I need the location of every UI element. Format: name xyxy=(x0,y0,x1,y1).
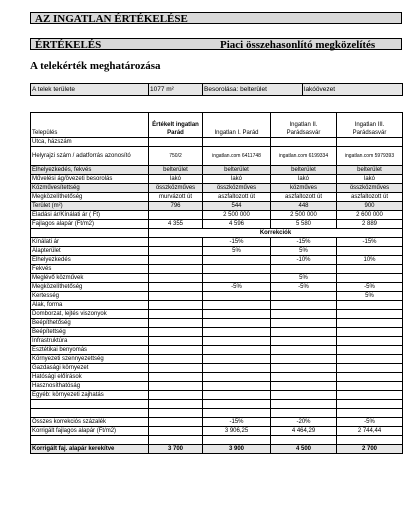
correction-label: Esztétikai benyomás xyxy=(31,346,149,355)
correction-label: Egyéb: környezeti zajhatás xyxy=(31,391,149,400)
correction-value xyxy=(271,373,337,382)
correction-label: Megközelíthetőség xyxy=(31,283,149,292)
correction-value xyxy=(337,355,403,364)
plot-area-value: 1077 m² xyxy=(149,84,203,96)
correction-value: 5% xyxy=(203,247,271,256)
correction-label: Kertesség xyxy=(31,292,149,301)
row-label-utilities: Közművesítettség xyxy=(31,184,149,193)
correction-value xyxy=(337,328,403,337)
correction-label: Alak, forma xyxy=(31,301,149,310)
correction-value: -15% xyxy=(337,238,403,247)
correction-value xyxy=(337,382,403,391)
correction-label: Meglévő közművek xyxy=(31,274,149,283)
row-label-land-use: Művelési ág/övezeti besorolás xyxy=(31,175,149,184)
correction-label: Gazdasági környezet xyxy=(31,364,149,373)
col-header-subject: Értékelt ingatlan Parád xyxy=(149,113,203,138)
classification: Besorolása: belterület xyxy=(203,84,303,96)
plot-area-label: A telek területe xyxy=(31,84,149,96)
correction-value xyxy=(203,337,271,346)
correction-value: -15% xyxy=(271,238,337,247)
correction-label: Elhelyezkedés xyxy=(31,256,149,265)
correction-value xyxy=(337,301,403,310)
row-label-unit-price: Fajlagos alapár (Ft/m2) xyxy=(31,220,149,229)
correction-row xyxy=(31,364,403,373)
correction-value xyxy=(203,301,271,310)
correction-value xyxy=(203,391,271,400)
correction-value xyxy=(271,364,337,373)
correction-label: Infrastruktúra xyxy=(31,337,149,346)
correction-value xyxy=(337,274,403,283)
col-header-comp1: Ingatlan I. Parád xyxy=(203,113,271,138)
correction-row xyxy=(31,328,403,337)
col-header-comp3: Ingatlan III. Parádsasvár xyxy=(337,113,403,138)
section-title: A telekérték meghatározása xyxy=(30,60,161,72)
correction-row xyxy=(31,319,403,328)
comparison-table: Település Értékelt ingatlan Parád Ingatlan I. Parád Ingatlan II. Parádsasvár Ingatlan III. Parádsasvár Utca, házszám Helyrajzi szám / adatforrás azonosító 750/2 ingatlan.com 6411748 ingatlan.com 6199334 ingatlan.com 5979393 Elhelyezkedés, fekvés belterület belterület belterület belterület Művelési ág/övezeti besorolás lakó lakó lakó lakó Közművesítettség összközműves összközműves közműves összközműves Megközelíthetőség murvázott út aszfaltozott út aszfaltozott út aszfaltozott út Terület (m²) 796 544 448 900 Eladási ár/Kínálati ár ( Ft) 2 500 000 2 500 000 2 600 000 Fajlagos alapár (Ft/m2) 4 355 4 596 5 580 2 889 Korrekciók Kínálati ár -15% -15% -15% Alapterület 5% 5% Elhelyezkedés -10% 10% Fekvés Meglévő közművek 5% Megközelíthetőség -5% -5% -5% Kertesség 5% Alak, forma Domborzat, lejtés viszonyok Beépíthetőség Beépítettség Infrastruktúra Esztétikai benyomás Környezeti szennyezettség Gazdasági környezet Hatósági előírások Hasznosíthatóság Egyéb: környezeti zajhatás Összes korrekciós százalék -15% -20% -5% Korrigált fajlagos alapár (Ft/m2) 3 906,25 4 464,29 2 744,44 Korrigált faj. alapár kerekítve 3 700 3 900 4 500 2 700 xyxy=(30,112,403,454)
corrections-rows xyxy=(31,238,403,418)
subheader xyxy=(30,38,402,50)
correction-value xyxy=(203,328,271,337)
correction-value xyxy=(271,391,337,400)
correction-row xyxy=(31,310,403,319)
correction-value xyxy=(271,265,337,274)
row-label-settlement: Település xyxy=(31,113,149,138)
correction-label: Alapterület xyxy=(31,247,149,256)
subheader-right: Piaci összehasonlító megközelítés xyxy=(220,39,376,51)
correction-value xyxy=(337,265,403,274)
correction-value xyxy=(337,337,403,346)
row-label-location: Elhelyezkedés, fekvés xyxy=(31,166,149,175)
correction-value xyxy=(337,310,403,319)
correction-value xyxy=(271,319,337,328)
correction-value xyxy=(337,319,403,328)
correction-label xyxy=(31,400,149,409)
plot-info-table xyxy=(30,83,403,96)
correction-value xyxy=(203,310,271,319)
correction-value: -15% xyxy=(203,238,271,247)
correction-row xyxy=(31,337,403,346)
correction-value xyxy=(337,364,403,373)
correction-value xyxy=(203,346,271,355)
correction-label: Domborzat, lejtés viszonyok xyxy=(31,310,149,319)
correction-row xyxy=(31,256,403,265)
correction-label: Fekvés xyxy=(31,265,149,274)
correction-row xyxy=(31,247,403,256)
correction-value xyxy=(271,346,337,355)
col-header-comp2: Ingatlan II. Parádsasvár xyxy=(271,113,337,138)
correction-value xyxy=(203,382,271,391)
correction-value: 5% xyxy=(271,247,337,256)
correction-value: -5% xyxy=(337,283,403,292)
page-title: AZ INGATLAN ÉRTÉKELÉSE xyxy=(30,12,402,24)
correction-value xyxy=(337,247,403,256)
correction-value: 5% xyxy=(271,274,337,283)
correction-value xyxy=(271,301,337,310)
correction-value xyxy=(337,409,403,418)
correction-row xyxy=(31,382,403,391)
correction-row xyxy=(31,346,403,355)
row-label-total-correction: Összes korrekciós százalék xyxy=(31,418,149,427)
correction-value xyxy=(203,373,271,382)
subheader-left: ÉRTÉKELÉS xyxy=(35,39,102,51)
correction-value: 10% xyxy=(337,256,403,265)
correction-row xyxy=(31,391,403,400)
correction-value xyxy=(203,409,271,418)
correction-label: Környezeti szennyezettség xyxy=(31,355,149,364)
correction-value xyxy=(271,292,337,301)
row-label-lot-number: Helyrajzi szám / adatforrás azonosító xyxy=(31,147,149,166)
row-label-rounded-price: Korrigált faj. alapár kerekítve xyxy=(31,445,149,454)
correction-value xyxy=(203,319,271,328)
correction-value xyxy=(271,355,337,364)
row-label-street: Utca, házszám xyxy=(31,138,149,147)
correction-value: -5% xyxy=(203,283,271,292)
correction-label xyxy=(31,409,149,418)
correction-row xyxy=(31,292,403,301)
correction-value xyxy=(337,346,403,355)
correction-value: -5% xyxy=(271,283,337,292)
correction-value xyxy=(203,364,271,373)
correction-row xyxy=(31,373,403,382)
correction-row xyxy=(31,409,403,418)
correction-row xyxy=(31,301,403,310)
correction-value: 5% xyxy=(337,292,403,301)
correction-label: Hatósági előírások xyxy=(31,373,149,382)
row-label-corrected-price: Korrigált fajlagos alapár (Ft/m2) xyxy=(31,427,149,436)
correction-label: Beépítettség xyxy=(31,328,149,337)
row-label-price: Eladási ár/Kínálati ár ( Ft) xyxy=(31,211,149,220)
row-label-access: Megközelíthetőség xyxy=(31,193,149,202)
correction-row xyxy=(31,265,403,274)
correction-value xyxy=(203,292,271,301)
correction-label: Kínálati ár xyxy=(31,238,149,247)
correction-row xyxy=(31,274,403,283)
correction-row xyxy=(31,355,403,364)
correction-label: Beépíthetőség xyxy=(31,319,149,328)
correction-label: Hasznosíthatóság xyxy=(31,382,149,391)
correction-value xyxy=(337,400,403,409)
correction-row xyxy=(31,238,403,247)
correction-value xyxy=(337,373,403,382)
correction-value xyxy=(271,382,337,391)
correction-value xyxy=(271,400,337,409)
correction-value xyxy=(271,310,337,319)
correction-value xyxy=(271,337,337,346)
correction-value xyxy=(203,265,271,274)
correction-value xyxy=(203,256,271,265)
correction-value xyxy=(271,409,337,418)
corrections-header: Korrekciók xyxy=(149,229,403,238)
zone: lakóövezet xyxy=(303,84,403,96)
correction-row xyxy=(31,400,403,409)
correction-value xyxy=(203,355,271,364)
correction-value xyxy=(203,400,271,409)
correction-row xyxy=(31,283,403,292)
correction-value xyxy=(203,274,271,283)
correction-value xyxy=(337,391,403,400)
correction-value: -10% xyxy=(271,256,337,265)
correction-value xyxy=(271,328,337,337)
row-label-area: Terület (m²) xyxy=(31,202,149,211)
